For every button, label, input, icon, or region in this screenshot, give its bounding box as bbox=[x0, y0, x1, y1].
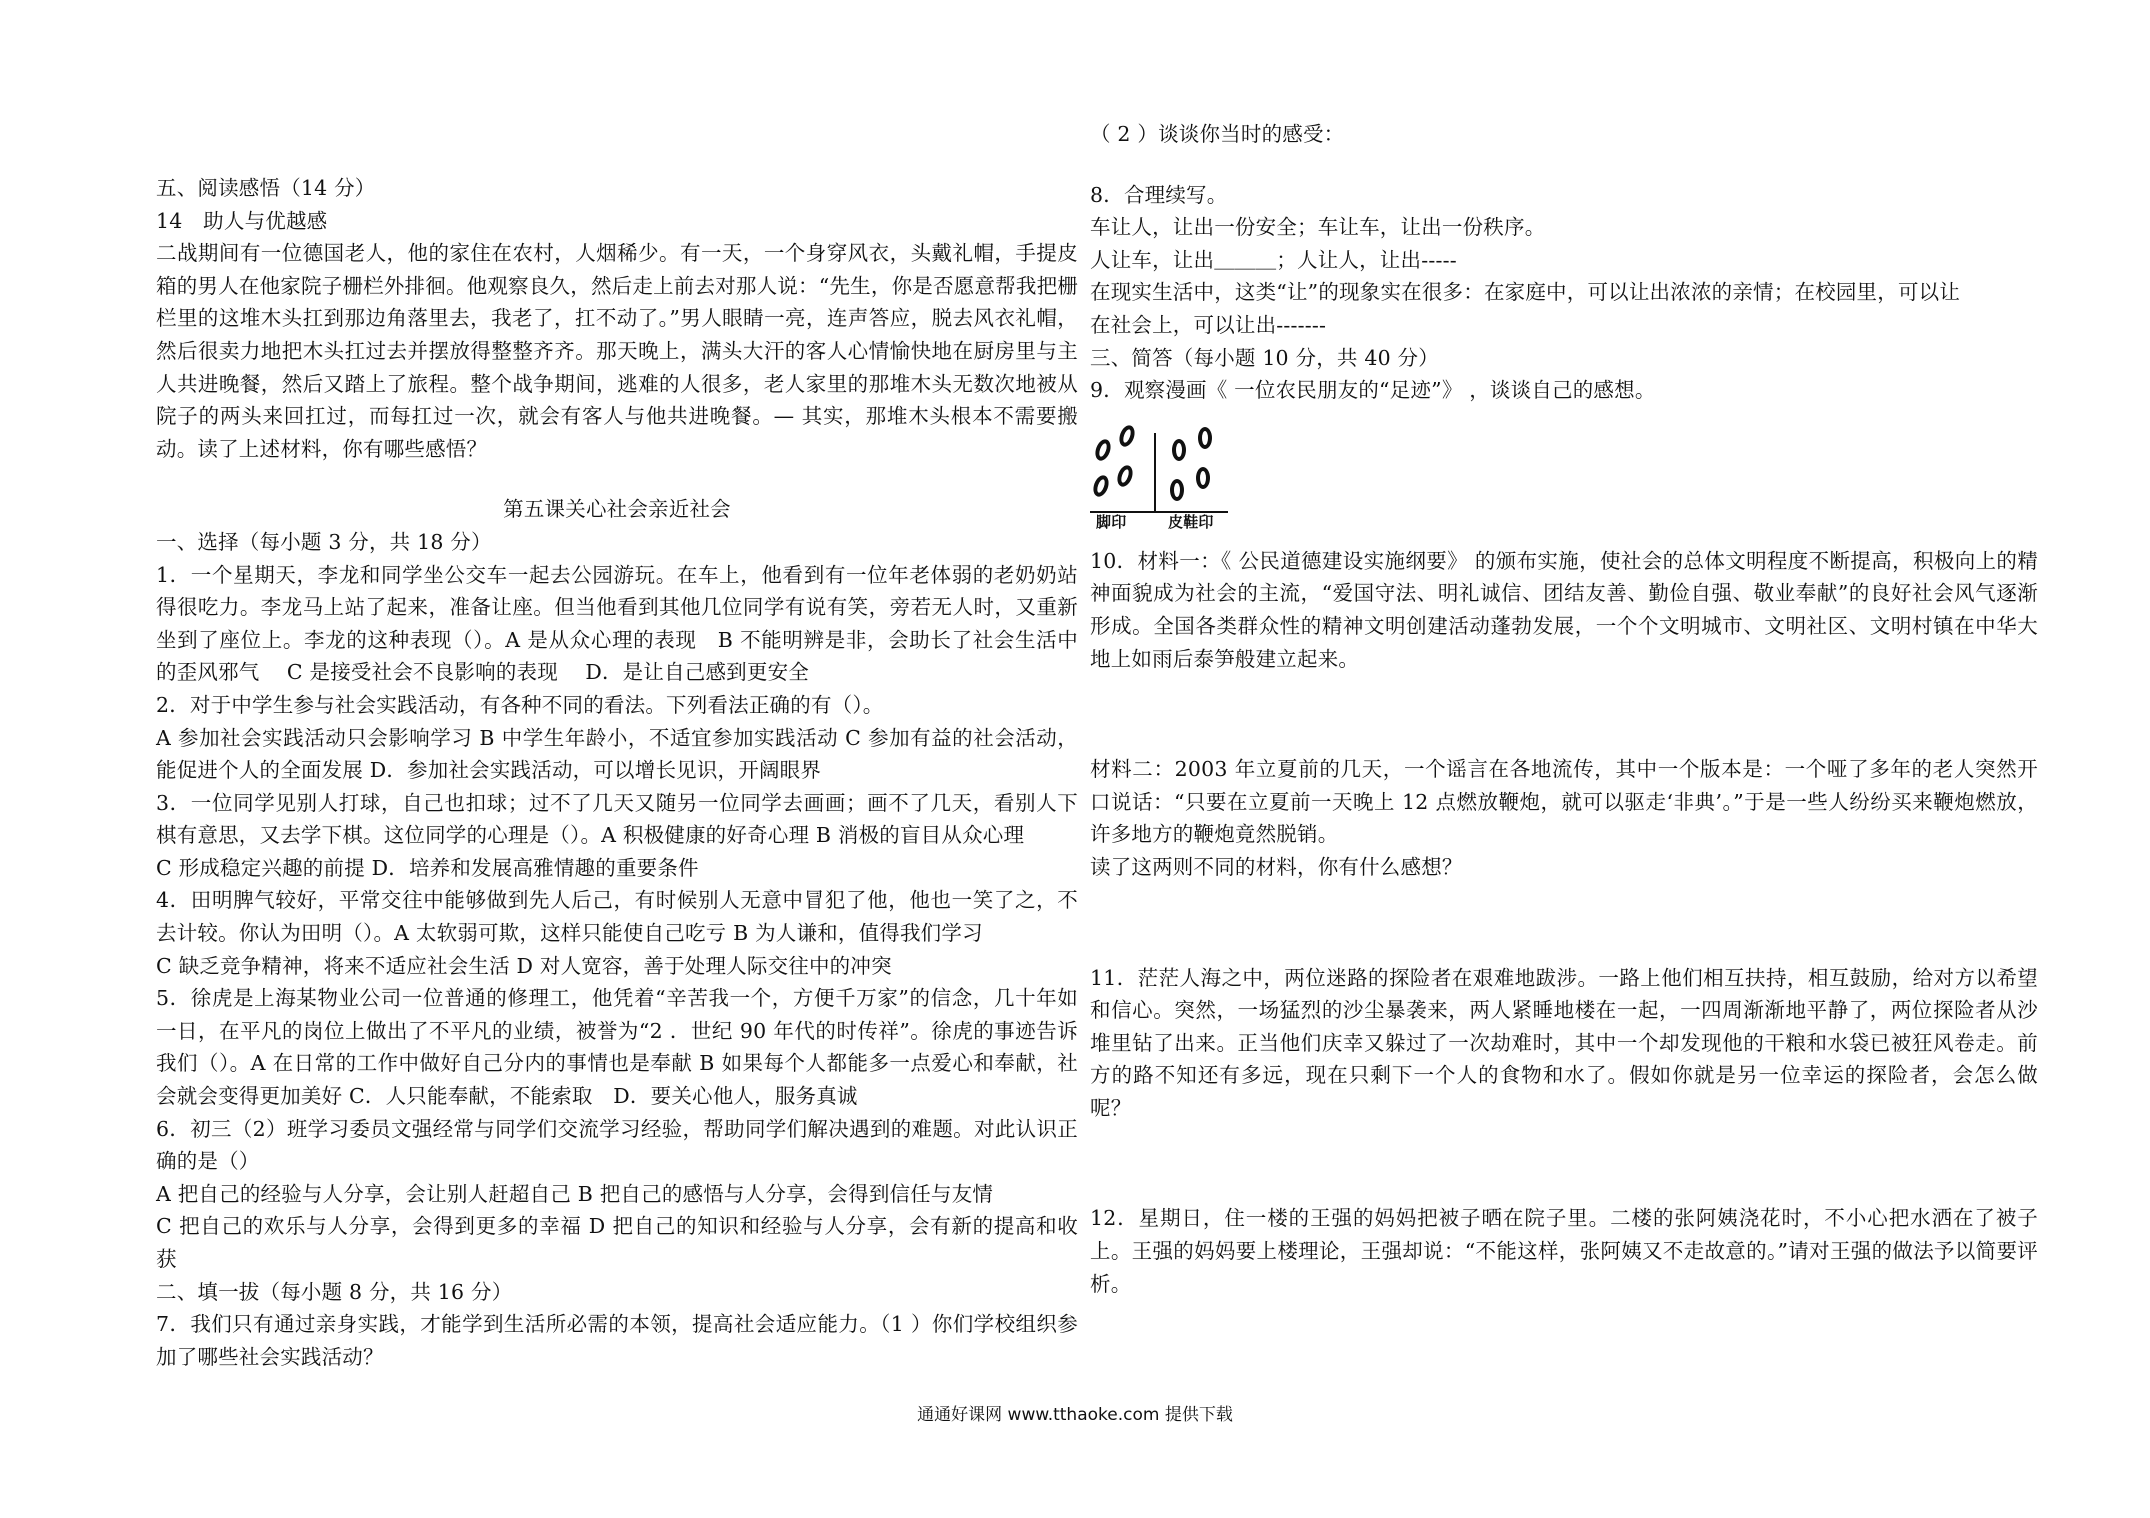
section-2-title: 二、填一拔（每小题 8 分，共 16 分） bbox=[156, 1279, 513, 1304]
question-2: 2．对于中学生参与社会实践活动，有各种不同的看法。下列看法正确的有（）。 bbox=[156, 692, 884, 717]
question-10-ask: 读了这两则不同的材料，你有什么感想？ bbox=[1090, 854, 1463, 879]
footprint-icon bbox=[1091, 473, 1112, 498]
question-4-options: C 缺乏竞争精神，将来不适应社会生活 D 对人宽容，善于处理人际交往中的冲突 bbox=[156, 953, 892, 978]
page-footer: 通通好课网 www.tthaoke.com 提供下载 bbox=[917, 1405, 1233, 1425]
question-8-line-1: 车让人，让出一份安全；车让车，让出一份秩序。 bbox=[1090, 215, 1546, 240]
question-8-title: 8．合理续写。 bbox=[1090, 182, 1228, 207]
question-11: 11．茫茫人海之中，两位迷路的探险者在艰难地跋涉。一路上他们相互扶持，相互鼓励，给对方以希望和信心。突然，一场猛烈的沙尘暴袭来，两人紧睡地楼在一起，一四周渐渐地平静了，两位探险者从沙堆里钻了出来。正当他们庆幸又躲过了一次劫难时，其中一个却发现他的干粮和水袋已被狂风卷走。前方的路不知还有多远，现在只剩下一个人的食物和水了。假如你就是另一位幸运的探险者，会怎么做呢？ bbox=[1090, 965, 2038, 1120]
question-14-title: 14 助人与优越感 bbox=[156, 208, 328, 233]
question-10-material-2: 材料二：2003 年立夏前的几天，一个谣言在各地流传，其中一个版本是：一个哑了多年的老人突然开口说话：“只要在立夏前一天晚上 12 点燃放鞭炮，就可以驱走‘非典’。”于是一些人纷纷买来鞭炮燃放，许多地方的鞭炮竟然脱销。 bbox=[1090, 757, 2038, 847]
cartoon-divider bbox=[1154, 433, 1156, 511]
question-1: 1．一个星期天，李龙和同学坐公交车一起去公园游玩。在车上，他看到有一位年老体弱的老奶奶站得很吃力。李龙马上站了起来，准备让座。但当他看到其他几位同学有说有笑，旁若无人时，又重新坐到了座位上。李龙的这种表现（）。A 是从众心理的表现 B 不能明辨是非，会助长了社会生活中的歪风邪气 C 是接受社会不良影响的表现 D．是让自己感到更安全 bbox=[156, 562, 1078, 685]
section-1-title: 一、选择（每小题 3 分，共 18 分） bbox=[156, 529, 492, 554]
right-column bbox=[1090, 118, 2038, 1300]
footprint-cartoon bbox=[1090, 425, 1230, 535]
question-3: 3．一位同学见别人打球，自己也扣球；过不了几天又随另一位同学去画画；画不了几天，看别人下棋有意思，又去学下棋。这位同学的心理是（）。A 积极健康的好奇心理 B 消极的盲目从众心理 bbox=[156, 790, 1078, 848]
question-6: 6．初三（2）班学习委员文强经常与同学们交流学习经验，帮助同学们解决遇到的难题。对此认识正确的是（） bbox=[156, 1116, 1078, 1174]
question-7: 7．我们只有通过亲身实践，才能学到生活所必需的本领，提高社会适应能力。（1 ）你们学校组织参加了哪些社会实践活动？ bbox=[156, 1312, 1078, 1369]
left-column bbox=[156, 172, 1078, 1373]
question-4: 4．田明脾气较好，平常交往中能够做到先人后己，有时候别人无意中冒犯了他，他也一笑了之，不去计较。你认为田明（）。A 太软弱可欺，这样只能使自己吃亏 B 为人谦和，值得我们学习 bbox=[156, 888, 1078, 946]
shoeprint-icon bbox=[1170, 479, 1184, 501]
cartoon-caption-footprint: 脚印 bbox=[1096, 512, 1127, 531]
question-10-material-1: 10．材料一：《 公民道德建设实施纲要》 的颁布实施，使社会的总体文明程度不断提高，积极向上的精神面貌成为社会的主流，“爱国守法、明礼诚信、团结友善、勤俭自强、敬业奉献”的良好社会风气逐渐形成。全国各类群众性的精神文明创建活动蓬勃发展，一个个文明城市、文明社区、文明村镇在中华大地上如雨后泰笋般建立起来。 bbox=[1090, 548, 2038, 671]
section-5-title: 五、阅读感悟（14 分） bbox=[156, 176, 376, 200]
question-2-options: A 参加社会实践活动只会影响学习 B 中学生年龄小，不适宜参加实践活动 C 参加有益的社会活动，能促进个人的全面发展 D．参加社会实践活动，可以增长见识，开阔眼界 bbox=[156, 725, 1078, 783]
question-8-line-3: 在现实生活中，这类“让”的现象实在很多：在家庭中，可以让出浓浓的亲情；在校园里，可以让 bbox=[1090, 280, 1961, 305]
question-14-text: 二战期间有一位德国老人，他的家住在农村，人烟稀少。有一天，一个身穿风衣，头戴礼帽，手提皮箱的男人在他家院子栅栏外排徊。他观察良久，然后走上前去对那人说：“先生，你是否愿意帮我把栅栏里的这堆木头扛到那边角落里去，我老了，扛不动了。”男人眼睛一亮，连声答应，脱去风衣礼帽，然后很卖力地把木头扛过去并摆放得整整齐齐。那天晚上，满头大汗的客人心情愉快地在厨房里与主人共进晚餐，然后又踏上了旅程。整个战争期间，逃难的人很多，老人家里的那堆木头无数次地被从院子的两头来回扛过，而每扛过一次，就会有客人与他共进晚餐。— 其实，那堆木头根本不需要搬动。读了上述材料，你有哪些感悟？ bbox=[156, 241, 1078, 461]
footprint-icon bbox=[1093, 437, 1114, 462]
shoeprint-icon bbox=[1198, 427, 1212, 449]
shoeprint-icon bbox=[1196, 467, 1210, 489]
question-8-line-2: 人让车，让出＿＿＿；人让人，让出----- bbox=[1090, 247, 1457, 272]
question-9: 9．观察漫画《 一位农民朋友的“足迹”》 ，谈谈自己的感想。 bbox=[1090, 378, 1656, 403]
question-12: 12．星期日，住一楼的王强的妈妈把被子晒在院子里。二楼的张阿姨浇花时，不小心把水洒在了被子上。王强的妈妈要上楼理论，王强却说：“不能这样，张阿姨又不走故意的。”请对王强的做法予以简要评析。 bbox=[1090, 1206, 2038, 1296]
question-5: 5．徐虎是上海某物业公司一位普通的修理工，他凭着“辛苦我一个，方便千万家”的信念，几十年如一日，在平凡的岗位上做出了不平凡的业绩，被誉为“2 ．世纪 90 年代的时传祥”。徐虎的事迹告诉我们（）。A 在日常的工作中做好自己分内的事情也是奉献 B 如果每个人都能多一点爱心和奉献，社会就会变得更加美好 C．人只能奉献，不能索取 D．要关心他人，服务真诚 bbox=[156, 986, 1078, 1109]
question-8-line-4: 在社会上，可以让出------- bbox=[1090, 312, 1327, 337]
question-6-options-ab: A 把自己的经验与人分享，会让别人赶超自己 B 把自己的感悟与人分享，会得到信任与友情 bbox=[156, 1181, 994, 1206]
question-6-options-cd: C 把自己的欢乐与人分享，会得到更多的幸福 D 把自己的知识和经验与人分享，会有新的提高和收获 bbox=[156, 1214, 1078, 1271]
footprint-icon bbox=[1117, 423, 1138, 448]
cartoon-caption-shoeprint: 皮鞋印 bbox=[1168, 512, 1214, 531]
shoeprint-icon bbox=[1172, 439, 1186, 461]
section-3-title: 三、简答（每小题 10 分，共 40 分） bbox=[1090, 345, 1439, 370]
question-7-part-2: （ 2 ）谈谈你当时的感受： bbox=[1090, 122, 1345, 146]
lesson-title: 第五课关心社会亲近社会 bbox=[503, 497, 731, 522]
footprint-icon bbox=[1115, 463, 1136, 488]
question-3-options: C 形成稳定兴趣的前提 D．培养和发展高雅情趣的重要条件 bbox=[156, 855, 699, 880]
